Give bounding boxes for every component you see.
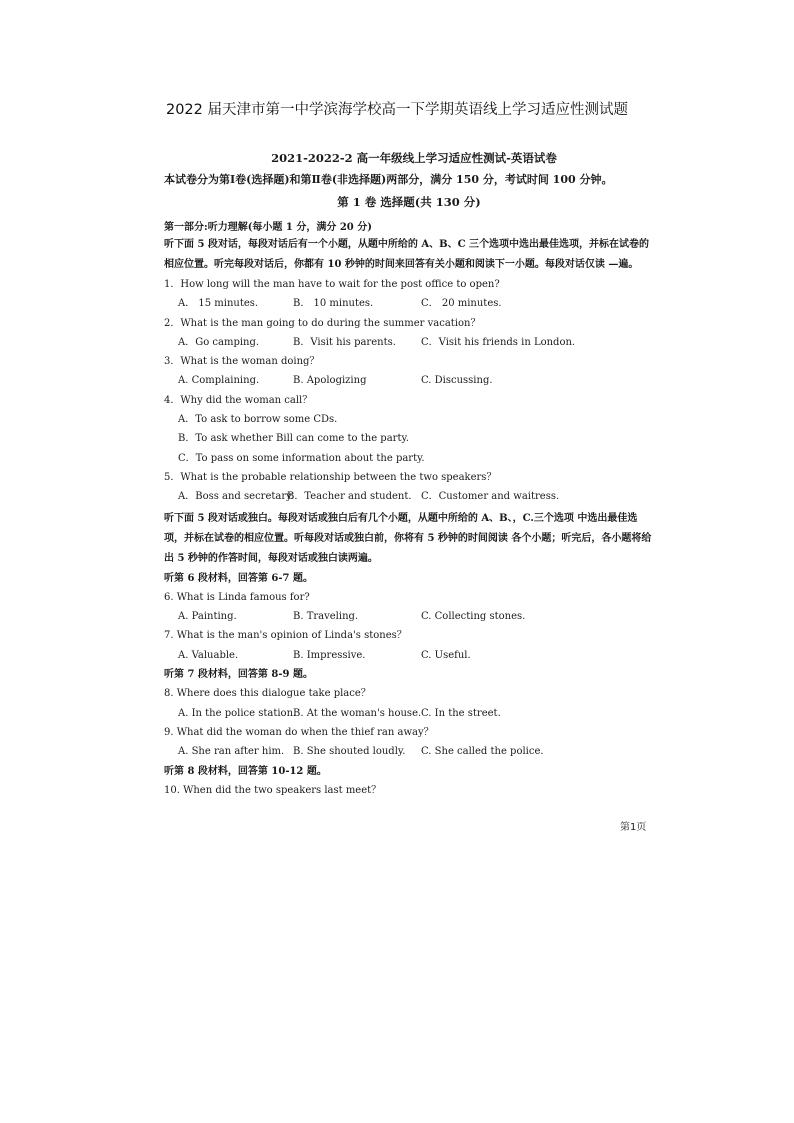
listening-instructions-1: 听下面 5 段对话，每段对话后有一个小题，从题中所给的 A、B、C 三个选项中选出最佳选项，并标在试卷的相应位置。听完每段对话后，你都有 10 秒钟的时间来回答有关小题和阅读下一小题。每段对话仅读 —遍。: [164, 239, 650, 270]
section-1-title: 第一部分:听力理解(每小题 1 分，满分 20 分): [164, 222, 372, 233]
option-b: B．To ask whether Bill can come to the party.: [178, 433, 409, 445]
option-b: B. She shouted loudly.: [293, 746, 406, 758]
question-7-options: [164, 646, 654, 665]
question-5: 5．What is the probable relationship between the two speakers？: [164, 471, 497, 483]
question-6: 6. What is Linda famous for?: [164, 591, 310, 603]
question-2-options: [164, 333, 654, 352]
option-b: B. Apologizing: [293, 375, 367, 387]
option-a: A．Go camping.: [178, 336, 260, 348]
option-c: C. In the street.: [421, 707, 501, 719]
option-c: C. Useful.: [421, 649, 471, 661]
question-6-options: [164, 607, 654, 626]
option-c: C. She called the police.: [421, 746, 544, 758]
question-8: 8. Where does this dialogue take place？: [164, 688, 371, 700]
option-a: A. Valuable.: [178, 649, 239, 661]
question-3-options: [164, 371, 654, 390]
material-8-heading: 听第 8 段材料，回答第 10-12 题。: [164, 765, 327, 777]
option-a: A. In the police station.: [178, 707, 297, 719]
listening-instructions-2: 听下面 5 段对话或独白。每段对话或独白后有几个小题，从题中所给的 A、B、，C.三个选项 中选出最佳选项，并标在试卷的相应位置。听每段对话或独白前，你将有 5 秒钟的时间阅读 各个小题；听完后，各小题将给出 5 秒钟的作答时间，每段对话或独白读两遍。: [164, 512, 652, 564]
option-b: B．Teacher and student.: [287, 491, 412, 503]
option-c: C．Customer and waitress.: [421, 491, 560, 503]
option-a: A. Painting.: [178, 611, 237, 623]
option-b: B. Traveling.: [293, 611, 359, 623]
option-c: C．Visit his friends in London.: [421, 336, 576, 348]
option-a: A．To ask to borrow some CDs.: [178, 414, 338, 426]
exam-title: 2021-2022-2 高一年级线上学习适应性测试-英语试卷: [271, 151, 557, 165]
option-a: A．Boss and secretary.: [178, 491, 294, 503]
question-1-options: [164, 294, 654, 313]
question-9: 9. What did the woman do when the thief ran away？: [164, 726, 434, 738]
question-4: 4．Why did the woman call？: [164, 394, 313, 406]
option-b: B．Visit his parents.: [293, 336, 396, 348]
question-10: 10. When did the two speakers last meet？: [164, 784, 382, 796]
material-6-heading: 听第 6 段材料，回答第 6-7 题。: [164, 572, 313, 584]
question-8-options: [164, 704, 654, 723]
option-c: C. Discussing.: [421, 375, 493, 387]
document-title: 2022 届天津市第一中学滨海学校高一下学期英语线上学习适应性测试题: [165, 102, 628, 118]
option-c: C. Collecting stones.: [421, 611, 526, 623]
exam-note: 本试卷分为第Ⅰ卷(选择题)和第Ⅱ卷(非选择题)两部分，满分 150 分，考试时间 100 分钟。: [164, 173, 613, 186]
option-c: C． 20 minutes.: [421, 298, 502, 310]
page-number: 第1页: [620, 822, 647, 833]
question-3: 3．What is the woman doing？: [164, 356, 320, 368]
option-a: A. She ran after him.: [178, 746, 285, 758]
question-9-options: [164, 742, 654, 761]
question-5-options: [164, 487, 654, 506]
option-b: B. At the woman's house.: [293, 707, 422, 719]
question-2: 2．What is the man going to do during the summer vacation？: [164, 317, 481, 329]
option-b: B． 10 minutes.: [293, 298, 374, 310]
question-1: 1．How long will the man have to wait for the post office to open?: [164, 279, 500, 290]
exam-page: [164, 150, 654, 800]
option-b: B. Impressive.: [293, 649, 366, 661]
material-7-heading: 听第 7 段材料，回答第 8-9 题。: [164, 669, 313, 681]
question-7: 7. What is the man's opinion of Linda's stones？: [164, 630, 407, 642]
option-c: C．To pass on some information about the party.: [178, 452, 425, 464]
option-a: A． 15 minutes.: [178, 298, 259, 310]
option-a: A. Complaining.: [178, 375, 260, 387]
part-1-title: 第 1 卷 选择题(共 130 分): [337, 195, 481, 209]
